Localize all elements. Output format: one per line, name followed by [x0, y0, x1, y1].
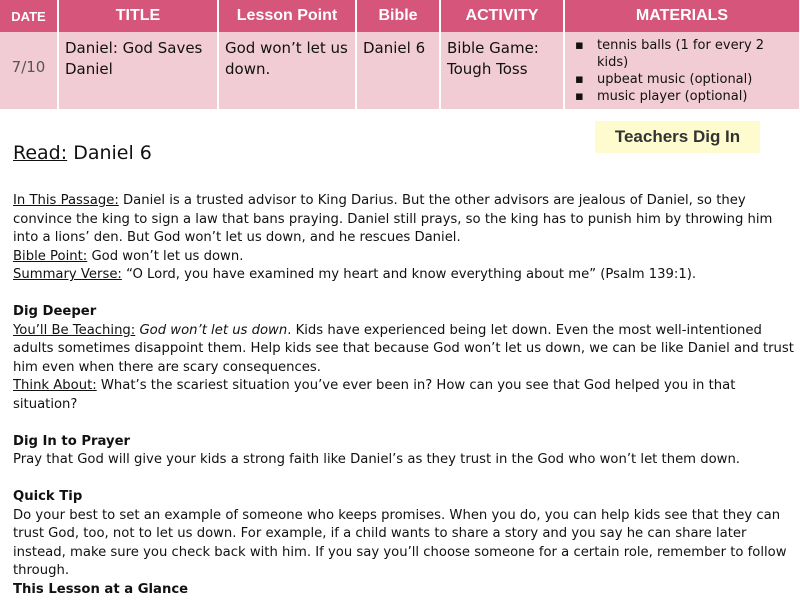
teaching-italic: God won’t let us down: [135, 322, 288, 338]
prayer-heading: Dig In to Prayer: [13, 433, 131, 449]
list-item: ▪ tennis balls (1 for every 2 kids): [575, 37, 795, 71]
summary-verse-text: “O Lord, you have examined my heart and know everything about me” (Psalm 139:1).: [121, 267, 697, 282]
teachers-dig-in-badge: Teachers Dig In: [595, 121, 760, 153]
think-about-line: [13, 377, 798, 414]
lesson-at-a-glance-heading: This Lesson at a Glance: [13, 581, 189, 597]
bible-point-text: God won’t let us down.: [87, 248, 244, 264]
header-bible: Bible: [356, 0, 440, 32]
think-about-label: Think About:: [13, 378, 97, 393]
quick-tip-text: Do your best to set an example of someone who keeps promises. When you do, you can help kids see that they can trust God, too, not to let us down. For example, if a child wants to share a story and you say he can share later instead, make sure you check back with him. If you say you’ll choose someone for a certain role, remember to follow through.: [13, 507, 787, 578]
passage-paragraph: [13, 192, 798, 248]
cell-activity: Bible Game: Tough Toss: [440, 32, 564, 109]
summary-verse-line: [13, 266, 798, 285]
header-date: DATE: [0, 0, 58, 32]
header-materials: MATERIALS: [564, 0, 800, 32]
cell-title: Daniel: God Saves Daniel: [58, 32, 218, 109]
think-about-text: What’s the scariest situation you’ve ever been in? How can you see that God helped you in that situation?: [13, 378, 736, 412]
header-activity: ACTIVITY: [440, 0, 564, 32]
read-label: Read:: [13, 142, 68, 164]
teaching-label: You’ll Be Teaching:: [13, 322, 136, 338]
table-row: [0, 32, 800, 109]
header-title: TITLE: [58, 0, 218, 32]
bible-point-line: [13, 248, 798, 267]
read-line: [13, 142, 152, 164]
lesson-body: [13, 192, 798, 599]
dig-deeper-heading: Dig Deeper: [13, 304, 97, 319]
teaching-paragraph: [13, 322, 798, 378]
read-reference: Daniel 6: [73, 142, 152, 164]
passage-text: Daniel is a trusted advisor to King Darius. But the other advisors are jealous of Daniel, so they convince the king to sign a law that bans praying. Daniel still prays, so the king has to punish him by throwing him into a lions’ den. But God won’t let us down, and he rescues Daniel.: [13, 193, 773, 245]
list-item: ▪ upbeat music (optional): [575, 71, 795, 88]
lesson-table: [0, 0, 800, 109]
materials-list: [575, 37, 795, 105]
list-item: ▪ music player (optional): [575, 88, 795, 105]
bible-point-label: Bible Point:: [13, 248, 88, 264]
cell-materials: [564, 32, 800, 109]
cell-bible: Daniel 6: [356, 32, 440, 109]
prayer-text: Pray that God will give your kids a strong faith like Daniel’s as they trust in the God who won’t let them down.: [13, 452, 740, 467]
table-header-row: [0, 0, 800, 32]
header-lesson-point: Lesson Point: [218, 0, 356, 32]
summary-verse-label: Summary Verse:: [13, 267, 122, 282]
passage-label: In This Passage:: [13, 193, 119, 208]
quick-tip-heading: Quick Tip: [13, 489, 83, 504]
teaching-text: . Kids have experienced being let down. Even the most well-intentioned adults sometimes disappoint them. Help kids see that because God won’t let us down, we can be like Daniel and trust him even when there are scary consequences.: [13, 322, 794, 375]
cell-lesson-point: God won’t let us down.: [218, 32, 356, 109]
cell-date: 7/10: [0, 32, 58, 109]
